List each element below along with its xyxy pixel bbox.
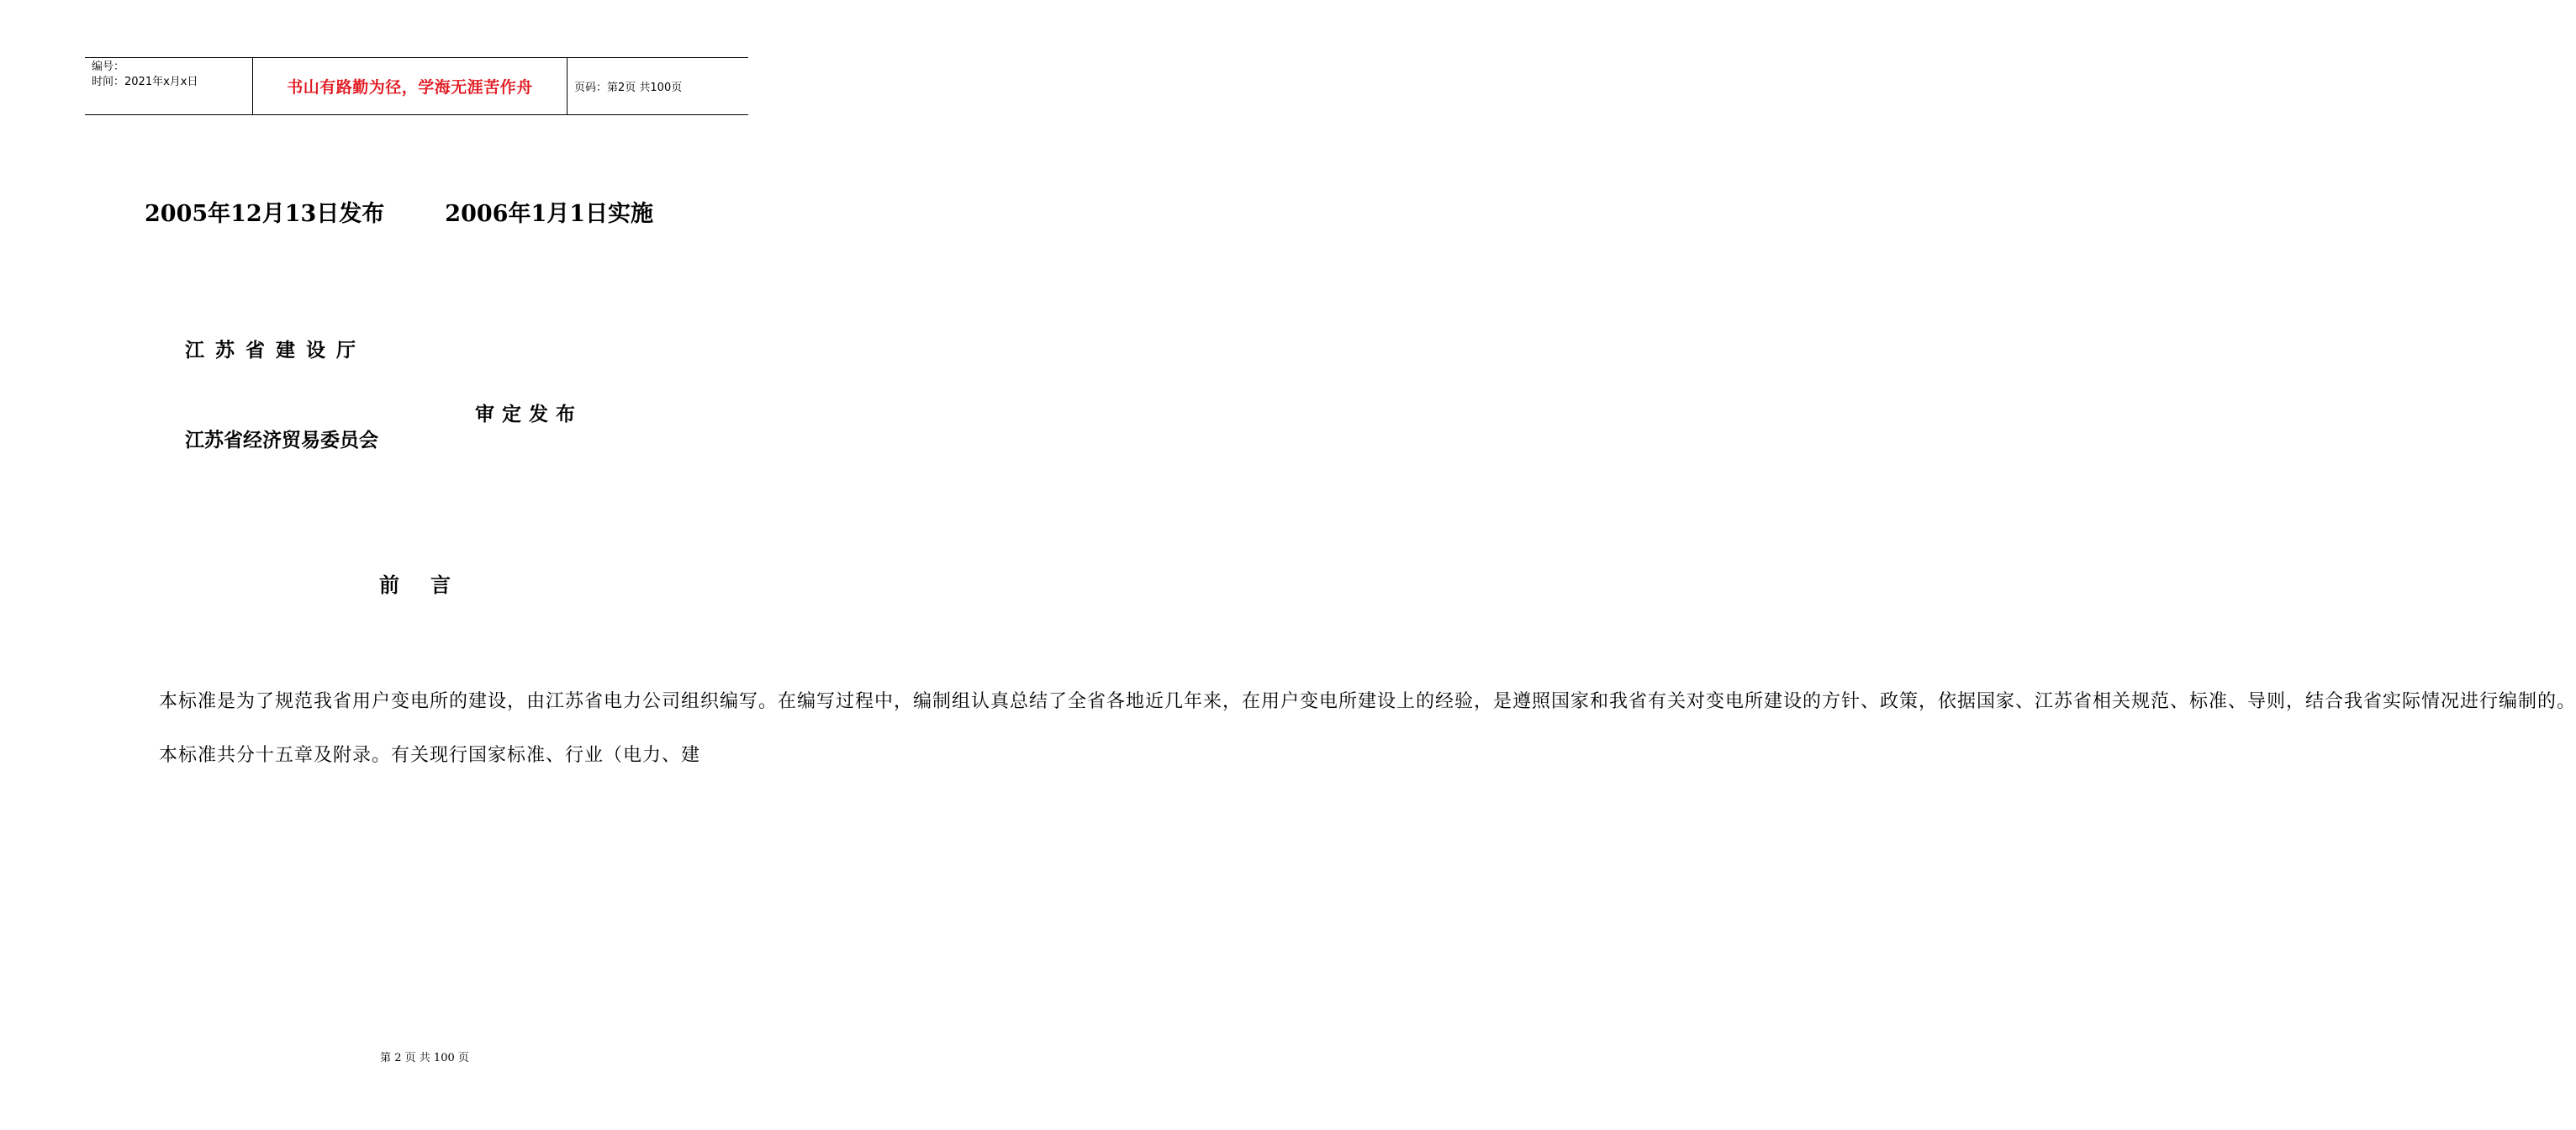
number-label: 编号：: [92, 61, 125, 73]
published-date: 2005年12月13日发布: [145, 201, 385, 227]
issue-dates: [145, 195, 653, 228]
header-meta: [85, 58, 253, 114]
section-title: 前言: [379, 573, 482, 597]
page-header: [85, 57, 748, 115]
time-label: 时间：2021年x月x日: [92, 76, 198, 88]
page-footer: 第 2 页 共 100 页: [380, 1052, 469, 1064]
paragraph: 本标准共分十五章及附录。有关现行国家标准、行业（电力、建: [159, 745, 701, 766]
issuer-economic-trade-committee: 江苏省经济贸易委员会: [185, 429, 378, 451]
header-page-info: 页码：第2页 共100页: [574, 82, 683, 94]
effective-date: 2006年1月1日实施: [445, 201, 654, 227]
approve-publish-label: 审定发布: [475, 403, 583, 425]
body-text: [122, 671, 2576, 787]
paragraph: 本标准是为了规范我省用户变电所的建设，由江苏省电力公司组织编写。在编写过程中，编制组认真总结了全省各地近几年来，在用户变电所建设上的经验，是遵照国家和我省有关对变电所建设的方针、政策，依据国家、江苏省相关规范、标准、导则，结合我省实际情况进行编制的。: [159, 691, 2576, 712]
issuer-construction-dept: 江苏省建设厅: [185, 339, 367, 362]
header-motto: 书山有路勤为径，学海无涯苦作舟: [253, 58, 567, 114]
